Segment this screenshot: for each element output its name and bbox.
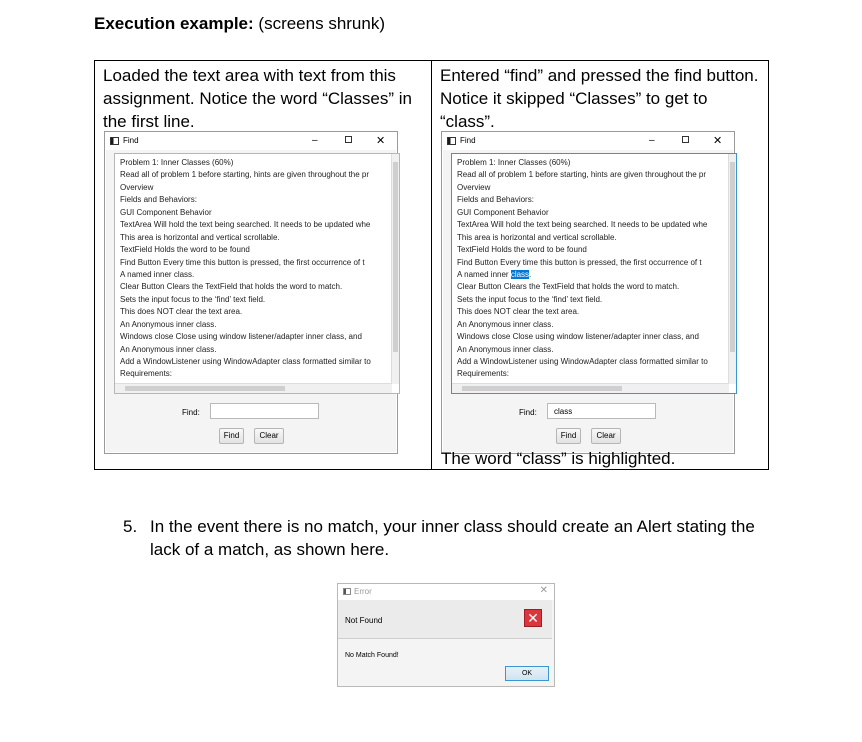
right-footer: The word “class” is highlighted. <box>441 449 676 468</box>
text-line: Requirements: <box>120 369 173 379</box>
text-line: Sets the input focus to the ‘find’ text field. <box>457 294 603 304</box>
text-line: Add a WindowListener using WindowAdapter class formatted similar to <box>457 357 708 366</box>
text-area-content <box>457 157 733 393</box>
text-line: Fields and Behaviors: <box>120 195 197 205</box>
text-line: This area is horizontal and vertical scrollable. <box>120 232 280 242</box>
text-area[interactable] <box>114 153 400 394</box>
text-line: An Anonymous inner class. <box>120 344 217 354</box>
text-area-content <box>120 157 396 393</box>
close-icon[interactable]: ✕ <box>376 135 386 147</box>
app-icon <box>343 588 351 595</box>
vertical-scrollbar[interactable] <box>391 154 399 384</box>
app-icon <box>447 137 456 145</box>
text-line: A named inner class. <box>120 269 195 279</box>
text-line: Sets the input focus to the ‘find’ text field. <box>120 294 266 304</box>
right-cell <box>432 61 768 133</box>
text-line: Windows close Close using window listener/adapter inner class, and <box>120 332 362 342</box>
find-window-before <box>104 131 398 454</box>
text-line: Problem 1: Inner Classes (60%) <box>457 158 571 167</box>
find-label: Find: <box>182 408 200 417</box>
app-icon <box>110 137 119 145</box>
text-line: Requirements: <box>457 369 510 379</box>
execution-example-heading: Execution example: (screens shrunk) <box>94 14 386 33</box>
text-line: An Anonymous inner class. <box>120 319 217 329</box>
clear-button[interactable]: Clear <box>591 428 621 444</box>
horizontal-scrollbar[interactable] <box>452 383 729 393</box>
text-line: Find Button Every time this button is pressed, the first occurrence of t <box>120 257 365 267</box>
alert-message: No Match Found! <box>345 652 399 659</box>
text-line: TextArea Will hold the text being searched. It needs to be updated whe <box>457 220 708 230</box>
text-line: TextField Holds the word to be found <box>120 245 250 255</box>
clear-button[interactable]: Clear <box>254 428 284 444</box>
horizontal-scrollbar[interactable] <box>115 383 392 393</box>
text-line: This does NOT clear the text area. <box>457 307 580 317</box>
window-title: Find <box>123 136 139 145</box>
find-label: Find: <box>519 408 537 417</box>
find-button[interactable]: Find <box>556 428 581 444</box>
title-bar <box>442 132 734 150</box>
text-line: Windows close Close using window listener/adapter inner class, and <box>457 332 699 342</box>
text-line: A named inner class. <box>457 269 532 279</box>
ok-button[interactable]: OK <box>505 666 549 681</box>
text-line: GUI Component Behavior <box>457 207 549 217</box>
vertical-scrollbar[interactable] <box>728 154 736 384</box>
text-line: TextArea Will hold the text being searched. It needs to be updated whe <box>120 220 371 230</box>
text-line: Read all of problem 1 before starting, hints are given throughout the pr <box>457 170 707 180</box>
left-cell <box>95 61 431 133</box>
right-caption: Entered “find” and pressed the find button. Notice it skipped “Classes” to get to “class”. <box>440 66 759 131</box>
find-button[interactable]: Find <box>219 428 244 444</box>
text-line: TextField Holds the word to be found <box>457 245 587 255</box>
find-input[interactable]: class <box>547 403 656 419</box>
highlighted-match: class <box>510 269 530 279</box>
alert-title-bar <box>338 584 554 600</box>
text-line: Problem 1: Inner Classes (60%) <box>120 158 234 167</box>
minimize-icon[interactable]: – <box>312 135 318 146</box>
text-line: This area is horizontal and vertical scrollable. <box>457 232 617 242</box>
text-line: Find Button Every time this button is pressed, the first occurrence of t <box>457 257 702 267</box>
title-bar <box>105 132 397 150</box>
minimize-icon[interactable]: – <box>649 135 655 146</box>
error-icon: ✕ <box>524 609 542 627</box>
close-icon[interactable]: ✕ <box>539 585 548 596</box>
item-number: 5. <box>123 517 138 536</box>
find-input[interactable] <box>210 403 319 419</box>
close-icon[interactable]: ✕ <box>713 135 723 147</box>
text-line: Overview <box>457 182 491 192</box>
alert-header <box>338 600 552 639</box>
alert-title: Error <box>354 587 372 596</box>
window-title: Find <box>460 136 476 145</box>
item-text: In the event there is no match, your inner class should create an Alert stating the lack of a match, as shown here. <box>150 517 755 559</box>
find-window-after <box>441 131 735 454</box>
text-line: Overview <box>120 182 154 192</box>
text-line: Clear Button Clears the TextField that holds the word to match. <box>457 282 680 292</box>
maximize-icon[interactable] <box>682 136 689 143</box>
text-area[interactable] <box>451 153 737 394</box>
left-caption: Loaded the text area with text from this assignment. Notice the word “Classes” in the first line. <box>103 66 412 131</box>
text-line: Fields and Behaviors: <box>457 195 534 205</box>
text-line: This does NOT clear the text area. <box>120 307 243 317</box>
window-body <box>443 150 733 452</box>
text-line: Add a WindowListener using WindowAdapter class formatted similar to <box>120 357 371 366</box>
text-line: An Anonymous inner class. <box>457 344 554 354</box>
text-line: GUI Component Behavior <box>120 207 212 217</box>
error-alert <box>337 583 555 687</box>
alert-header-text: Not Found <box>345 616 383 625</box>
window-body <box>106 150 396 452</box>
text-line: Read all of problem 1 before starting, hints are given throughout the pr <box>120 170 370 180</box>
text-line: An Anonymous inner class. <box>457 319 554 329</box>
maximize-icon[interactable] <box>345 136 352 143</box>
text-line: Clear Button Clears the TextField that holds the word to match. <box>120 282 343 292</box>
